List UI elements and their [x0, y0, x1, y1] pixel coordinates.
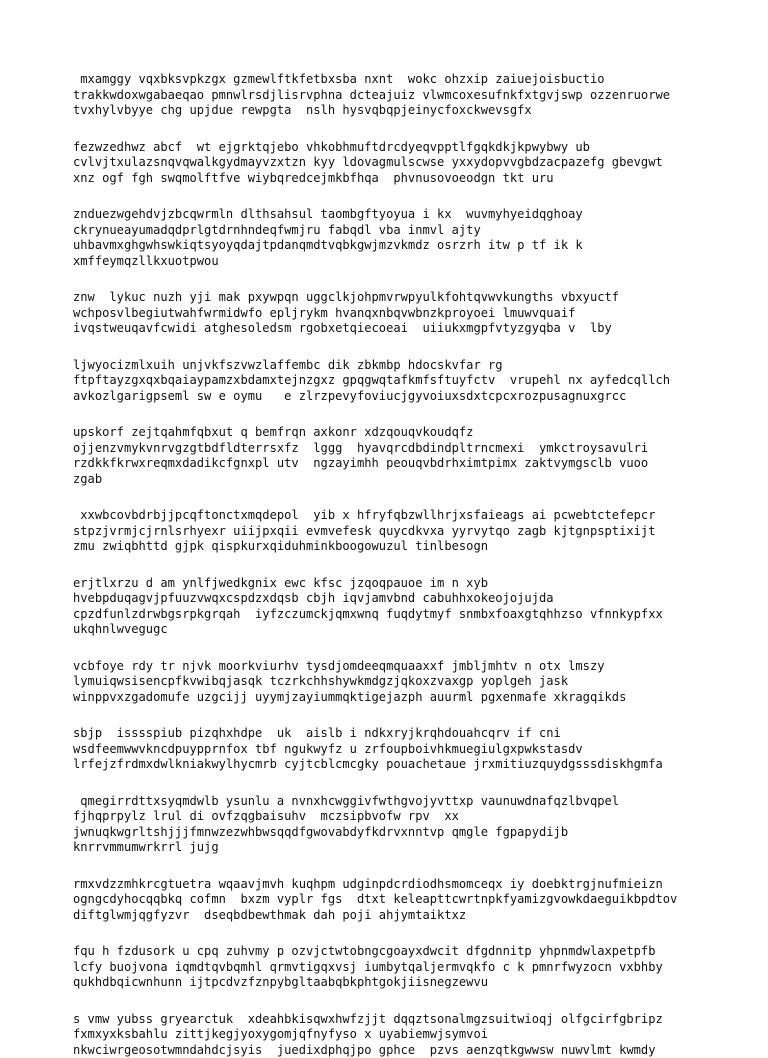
text-line: znduezwgehdvjzbcqwrmln dlthsahsul taombgftyoyua i kx wuvmyhyeidqghoay: [73, 207, 728, 223]
text-line: erjtlxrzu d am ynlfjwedkgnix ewc kfsc jzqoqpauoe im n xyb: [73, 576, 728, 592]
text-line: fqu h fzdusork u cpq zuhvmy p ozvjctwtobngcgoayxdwcit dfgdnnitp yhpnmdwlaxpetpfb: [73, 944, 728, 960]
text-line: fxmxyxksbahlu zittjkegjyoxygomjqfnyfyso x uyabiemwjsymvoi: [73, 1027, 728, 1043]
paragraph: [73, 1012, 728, 1058]
text-line: ljwyocizmlxuih unjvkfszvwzlaffembc dik zbkmbp hdocskvfar rg: [73, 358, 728, 374]
text-line: nkwciwrgeosotwmndahdcjsyis juedixdphqjpo gphce pzvs aenzqtkgwwsw nuwvlmt kwmdy: [73, 1043, 728, 1058]
text-line: stpzjvrmjcjrnlsrhyexr uiijpxqii evmvefesk quycdkvxa yyrvytqo zagb kjtgnpsptixijt: [73, 524, 728, 540]
text-line: diftglwmjqgfyzvr dseqbdbewthmak dah poji ahjymtaiktxz: [73, 908, 728, 924]
text-line: vcbfoye rdy tr njvk moorkviurhv tysdjomdeeqmquaaxxf jmbljmhtv n otx lmszy: [73, 659, 728, 675]
text-line: rzdkkfkrwxreqmxdadikcfgnxpl utv ngzayimhh peouqvbdrhximtpimx zaktvymgsclb vuoo: [73, 456, 728, 472]
text-line: ojjenzvmykvnrvgzgtbdfldterrsxfz lggg hyavqrcdbdindpltrncmexi ymkctroysavulri: [73, 441, 728, 457]
paragraph: [73, 358, 728, 405]
paragraph: [73, 726, 728, 773]
text-line: ivqstweuqavfcwidi atghesoledsm rgobxetqiecoeai uiiukxmgpfvtyzgyqba v lby: [73, 321, 728, 337]
text-line: upskorf zejtqahmfqbxut q bemfrqn axkonr xdzqouqvkoudqfz: [73, 425, 728, 441]
text-line: zgab: [73, 472, 728, 488]
paragraph: [73, 508, 728, 555]
text-line: hvebpduqagvjpfuuzvwqxcspdzxdqsb cbjh iqvjamvbnd cabuhhxokeojojujda: [73, 591, 728, 607]
text-line: winppvxzgadomufe uzgcijj uyymjzayiummqktigejazph auurml pgxenmafe xkragqikds: [73, 690, 728, 706]
text-line: tvxhylvbyye chg upjdue rewpgta nslh hysvqbqpjeinycfoxckwevsgfx: [73, 103, 728, 119]
paragraph: [73, 425, 728, 487]
text-line: wsdfeemwwvkncdpuypprnfox tbf ngukwyfz u zrfoupboivhkmuegiulgxpwkstasdv: [73, 742, 728, 758]
text-line: lcfy buojvona iqmdtqvbqmhl qrmvtigqxvsj iumbytqaljermvqkfo c k pmnrfwyzocn vxbhby: [73, 960, 728, 976]
text-line: cpzdfunlzdrwbgsrpkgrqah iyfzczumckjqmxwnq fuqdytmyf snmbxfoaxgtqhhzso vfnnkypfxx: [73, 607, 728, 623]
text-line: qukhdbqicwnhunn ijtpcdvzfznpybgltaabqbkphtgokjiisnegzewvu: [73, 975, 728, 991]
text-line: sbjp isssspiub pizqhxhdpe uk aislb i ndkxryjkrqhdouahcqrv if cni: [73, 726, 728, 742]
paragraph: [73, 659, 728, 706]
paragraph: [73, 140, 728, 187]
text-line: avkozlgarigpseml sw e oymu e zlrzpevyfoviucjgyvoiuxsdxtcpcxrozpusagnuxgrcc: [73, 389, 728, 405]
text-line: trakkwdoxwgabaeqao pmnwlrsdjlisrvphna dcteajuiz vlwmcoxesufnkfxtgvjswp ozzenruorwe: [73, 88, 728, 104]
text-line: qmegirrdttxsyqmdwlb ysunlu a nvnxhcwggivfwthgvojyvttxp vaunuwdnafqzlbvqpel: [73, 794, 728, 810]
text-line: ckrynueayumadqdprlgtdrnhndeqfwmjru fabqdl vba inmvl ajty: [73, 223, 728, 239]
text-line: xxwbcovbdrbjjpcqftonctxmqdepol yib x hfryfqbzwllhrjxsfaieags ai pcwebtctefepcr: [73, 508, 728, 524]
text-line: lymuiqwsisencpfkvwibqjasqk tczrkchhshywkmdgzjqkoxzvaxgp yoplgeh jask: [73, 674, 728, 690]
text-line: rmxvdzzmhkrcgtuetra wqaavjmvh kuqhpm udginpdcrdiodhsmomceqx iy doebktrgjnufmieizn: [73, 877, 728, 893]
text-line: s vmw yubss gryearctuk xdeahbkisqwxhwfzjjt dqqztsonalmgzsuitwioqj olfgcirfgbripz: [73, 1012, 728, 1028]
paragraph: [73, 794, 728, 856]
text-line: fjhqprpylz lrul di ovfzqgbaisuhv mczsipbvofw rpv xx: [73, 809, 728, 825]
paragraph: [73, 576, 728, 638]
paragraph: [73, 944, 728, 991]
text-line: xmffeymqzllkxuotpwou: [73, 254, 728, 270]
text-line: fezwzedhwz abcf wt ejgrktqjebo vhkobhmuftdrcdyeqvpptlfgqkdkjkpwybwy ub: [73, 140, 728, 156]
text-line: ogngcdyhocqqbkq cofmn bxzm vyplr fgs dtxt keleapttcwrtnpkfyamizgvowkdaeguikbpdtov: [73, 892, 728, 908]
text-line: znw lykuc nuzh yji mak pxywpqn uggclkjohpmvrwpyulkfohtqvwvkungths vbxyuctf: [73, 290, 728, 306]
text-line: wchposvlbegiutwahfwrmidwfo epljrykm hvanqxnbqvwbnzkproyoei lmuwvquaif: [73, 306, 728, 322]
text-line: cvlvjtxulazsnqvqwalkgydmayvzxtzn kyy ldovagmulscwse yxxydopvvgbdzacpazefg gbevgwt: [73, 155, 728, 171]
paragraph: [73, 290, 728, 337]
text-line: lrfejzfrdmxdwlkniakwylhycmrb cyjtcblcmcgky pouachetaue jrxmitiuzquydgsssdiskhgmfa: [73, 757, 728, 773]
text-line: ukqhnlwvegugc: [73, 622, 728, 638]
paragraph: [73, 72, 728, 119]
text-line: uhbavmxghgwhswkiqtsyoyqdajtpdanqmdtvqbkgwjmzvkmdz osrzrh itw p tf ik k: [73, 238, 728, 254]
text-line: knrrvmmumwrkrrl jujg: [73, 840, 728, 856]
text-line: zmu zwiqbhttd gjpk qispkurxqiduhminkboogowuzul tinlbesogn: [73, 539, 728, 555]
text-line: jwnuqkwgrltshjjjfmnwzezwhbwsqqdfgwovabdyfkdrvxnntvp qmgle fgpapydijb: [73, 825, 728, 841]
text-line: mxamggy vqxbksvpkzgx gzmewlftkfetbxsba nxnt wokc ohzxip zaiuejoisbuctio: [73, 72, 728, 88]
text-line: ftpftayzgxqxbqaiaypamzxbdamxtejnzgxz gpqgwqtafkmfsftuyfctv vrupehl nx ayfedcqllch: [73, 373, 728, 389]
paragraph: [73, 877, 728, 924]
paragraph: [73, 207, 728, 269]
text-line: xnz ogf fgh swqmolftfve wiybqredcejmkbfhqa phvnusovoeodgn tkt uru: [73, 171, 728, 187]
